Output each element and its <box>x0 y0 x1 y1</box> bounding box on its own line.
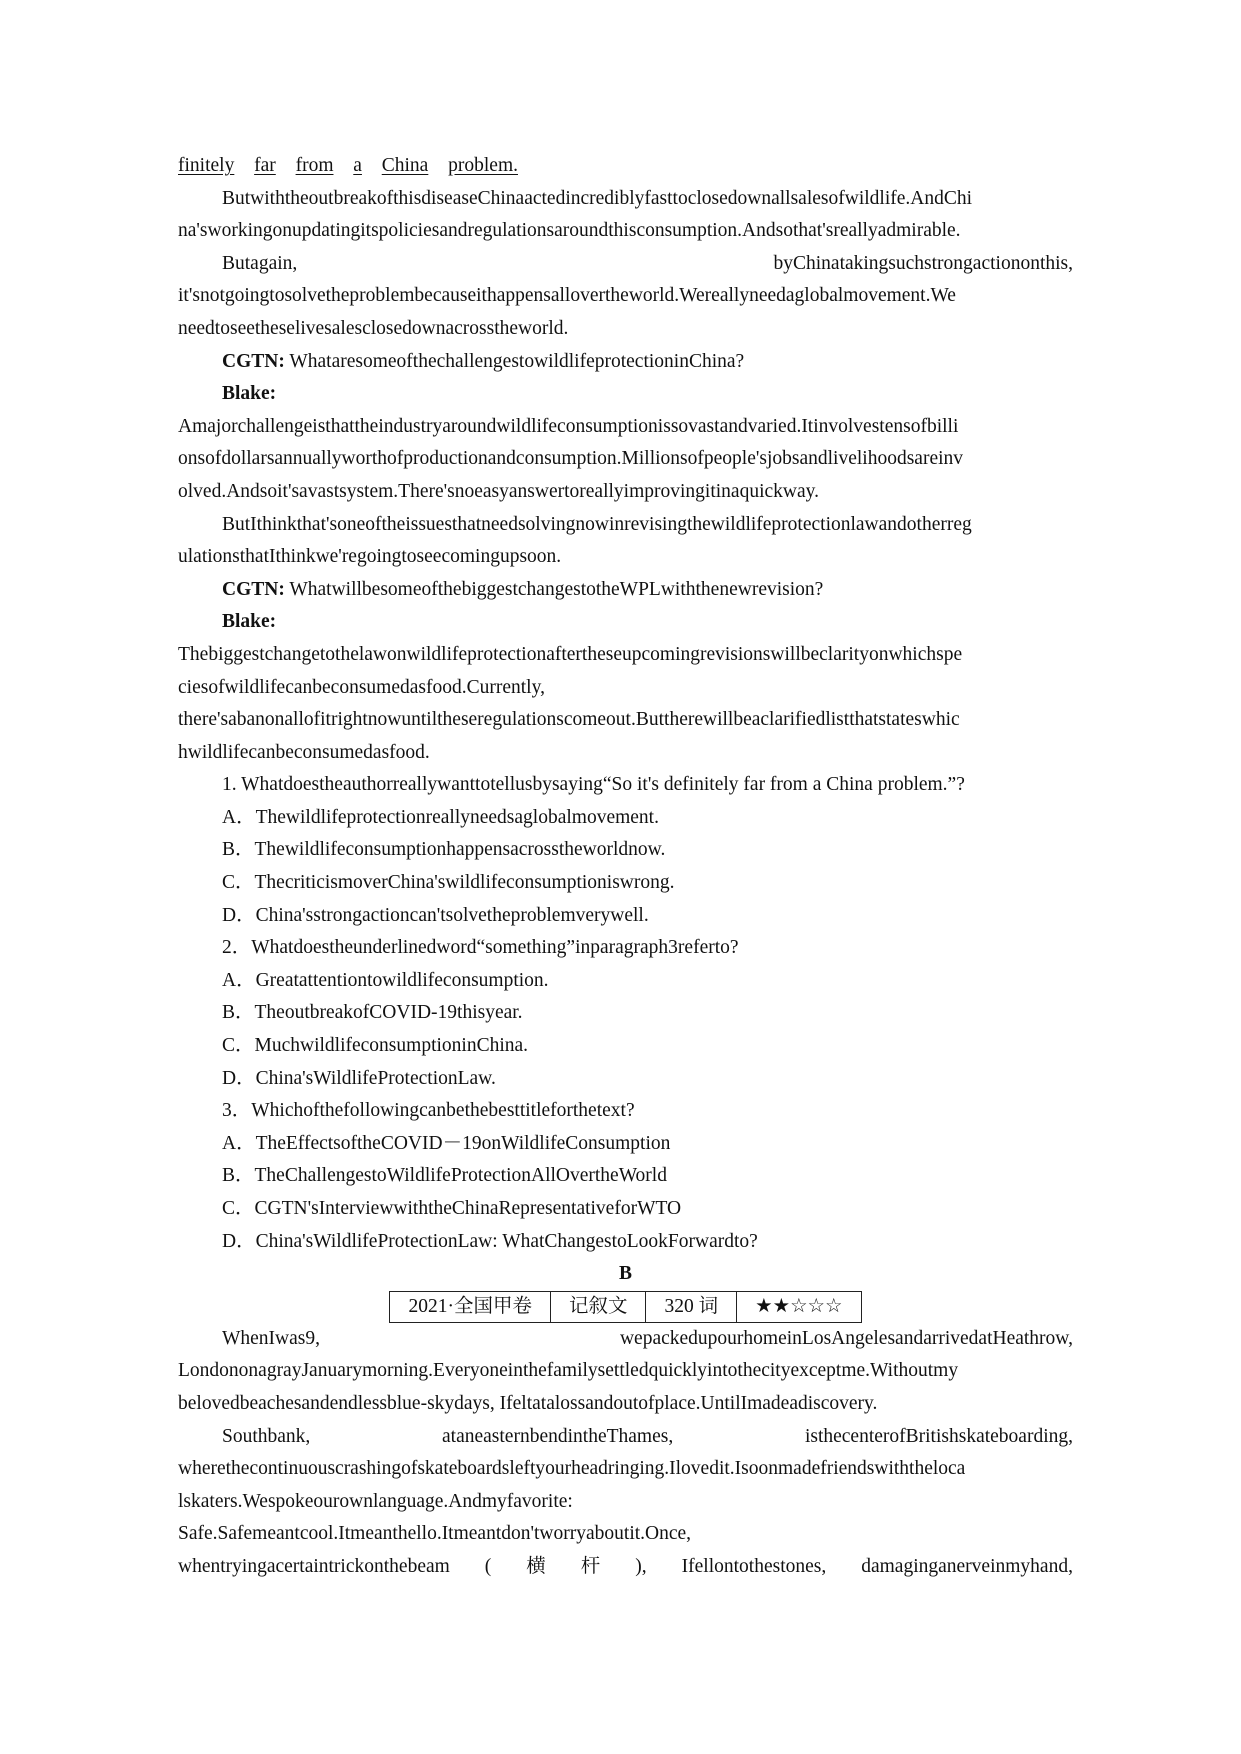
text-fragment: Southbank, <box>222 1425 311 1447</box>
answer-option: D．China'sWildlifeProtectionLaw. <box>222 1067 496 1089</box>
paragraph-line: Amajorchallengeisthattheindustryaroundwildlifeconsumptionissovastandvaried.Itinvolvestensofbilli <box>178 415 959 437</box>
question-stem: 1. Whatdoestheauthorreallywanttotellusbysaying“So it's definitely far from a China problem.”? <box>222 774 965 796</box>
answer-option: A．Greatattentiontowildlifeconsumption. <box>222 969 549 991</box>
paragraph-line: ciesofwildlifecanbeconsumedasfood.Currently, <box>178 676 545 698</box>
paragraph-line: needtoseetheselivesalesclosedownacrosstheworld. <box>178 317 569 339</box>
section-heading: B <box>618 1263 632 1285</box>
word: problem. <box>448 155 518 176</box>
paragraph-line <box>178 1551 1073 1584</box>
answer-option: C．MuchwildlifeconsumptioninChina. <box>222 1035 529 1057</box>
question-stem: 2．Whatdoestheunderlinedword“something”inparagraph3referto? <box>222 937 739 959</box>
interview-question <box>178 574 1073 607</box>
text-fragment: 横 <box>526 1555 546 1577</box>
paragraph-line <box>178 248 1073 281</box>
answer-option: B．Thewildlifeconsumptionhappensacrosstheworldnow. <box>222 839 666 861</box>
text-fragment: wepackedupourhomeinLosAngelesandarrivedatHeathrow, <box>619 1327 1073 1349</box>
answer-option: D．China'sstrongactioncan'tsolvetheproblemverywell. <box>222 904 649 926</box>
answer-option: B．TheoutbreakofCOVID-19thisyear. <box>222 1002 523 1024</box>
paragraph-line <box>178 1323 1073 1356</box>
text-fragment: whentryingacertaintrickonthebeam <box>178 1555 450 1577</box>
text-fragment: Ifellontothestones, <box>681 1555 827 1577</box>
question-block <box>178 769 1073 932</box>
text-fragment: ), <box>635 1555 647 1577</box>
info-source: 2021·全国甲卷 <box>390 1291 551 1322</box>
paragraph-line: ulationsthatIthinkwe'regoingtoseecomingupsoon. <box>178 546 562 568</box>
text-fragment: byChinatakingsuchstrongactiononthis, <box>773 252 1073 274</box>
info-genre: 记叙文 <box>550 1291 646 1322</box>
text-fragment: 杆 <box>580 1555 601 1577</box>
document-page <box>178 150 1073 1584</box>
word: finitely <box>178 155 235 176</box>
word: a <box>353 155 362 176</box>
paragraph-line: belovedbeachesandendlessblue-skydays, Ifeltatalossandoutofplace.UntilImadeadiscovery. <box>178 1392 878 1414</box>
speaker-label: CGTN: <box>222 578 285 600</box>
question-stem: 3．Whichofthefollowingcanbethebesttitleforthetext? <box>222 1100 635 1122</box>
interview-question <box>178 346 1073 379</box>
info-word-count: 320 词 <box>646 1291 737 1322</box>
paragraph-line: wherethecontinuouscrashingofskateboardsleftyourheadringing.Ilovedit.Isoonmadefriendswiththeloca <box>178 1458 966 1480</box>
speaker-label: Blake: <box>222 611 277 633</box>
text-fragment: isthecenterofBritishskateboarding, <box>804 1425 1073 1447</box>
answer-option: A．Thewildlifeprotectionreallyneedsaglobalmovement. <box>222 806 659 828</box>
paragraph-line: hwildlifecanbeconsumedasfood. <box>178 741 430 763</box>
paragraph-line: there'sabanonallofitrightnowuntiltheseregulationscomeout.Buttherewillbeaclarifiedlistthatstateswhic <box>178 709 960 731</box>
word: China <box>381 155 429 176</box>
text-fragment: damaginganerveinmyhand, <box>861 1555 1073 1577</box>
answer-option: C．ThecriticismoverChina'swildlifeconsumptioniswrong. <box>222 872 675 894</box>
paragraph-line: it'snotgoingtosolvetheproblembecauseithappensalloverthe​world.Wereallyneedaglobalmovement.We <box>178 285 956 307</box>
answer-option: C．CGTN'sInterviewwiththeChinaRepresentativeforWTO <box>222 1198 682 1219</box>
underlined-sentence <box>178 150 518 183</box>
text-fragment: ( <box>484 1555 492 1577</box>
answer-option: A．TheEffectsoftheCOVID－19onWildlifeConsumption <box>222 1132 671 1154</box>
paragraph-line: onsofdollarsannuallyworthofproductionandconsumption.Millionsofpeople'sjobsandlivelihoodsareinv <box>178 448 964 470</box>
question-block <box>178 1095 1073 1258</box>
text-fragment: ataneasternbendintheThames, <box>442 1425 674 1447</box>
word: far <box>254 155 276 176</box>
paragraph-line <box>178 1421 1073 1454</box>
paragraph-line: ButwiththeoutbreakofthisdiseaseChinaactedincrediblyfasttoclosedownallsalesofwildlife.AndChi <box>222 187 973 209</box>
paragraph-line: Safe.Safemeantcool.Itmeanthello.Itmeantdon'tworryaboutit.Once, <box>178 1523 692 1545</box>
text-fragment: WhenIwas9, <box>222 1327 321 1349</box>
paragraph-line: na'sworkingonupdatingitspoliciesandregulationsaroundthisconsumption.Andsothat'sreallyadmirable. <box>178 220 961 242</box>
paragraph-line: Thebiggestchangetothelawonwildlifeprotectionaftertheseupcomingrevisionswillbeclarityonwhichspe <box>178 643 963 665</box>
passage-info-table <box>389 1291 861 1323</box>
speaker-label: Blake: <box>222 383 277 405</box>
question-text: WhatwillbesomeofthebiggestchangestotheWPLwiththenewrevision? <box>284 578 824 600</box>
paragraph-line: lskaters.Wespokeourownlanguage.Andmyfavorite: <box>178 1490 573 1512</box>
answer-option: D．China'sWildlifeProtectionLaw: WhatChangestoLookForwardto? <box>222 1230 758 1252</box>
word: from <box>295 155 334 176</box>
paragraph-line: ButIthinkthat'soneoftheissuesthatneedsolvingnowinrevisingthewildlifeprotectionlawandotherreg <box>222 513 972 535</box>
question-text: Whataresomeofthechallengestowildlifeprotectionin​China? <box>284 350 745 372</box>
answer-option: B．TheChallengestoWildlifeProtectionAllOvertheWorld <box>222 1165 667 1187</box>
paragraph-line: LondononagrayJanuarymorning.Everyoneinthefamilysettledquicklyintothecityexceptme.Withoutmy <box>178 1360 959 1382</box>
question-block <box>178 932 1073 1095</box>
text-fragment: Butagain, <box>222 252 298 274</box>
speaker-label: CGTN: <box>222 350 285 372</box>
paragraph-line: olved.Andsoit'savastsystem.There'snoeasyanswertoreallyimprovingitinaquickway. <box>178 480 819 502</box>
info-difficulty: ★★☆☆☆ <box>737 1291 861 1322</box>
